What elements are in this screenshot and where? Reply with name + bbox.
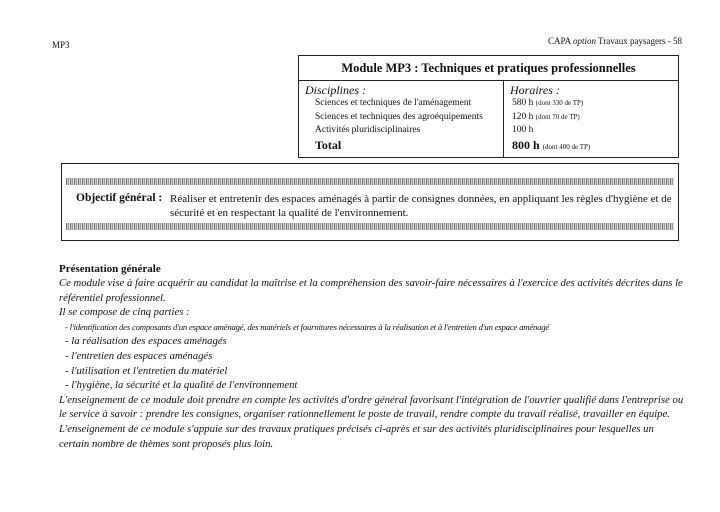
total-hours-row [510,138,675,155]
disciplines-label: Disciplines : [305,83,366,97]
horaires-label: Horaires : [510,83,560,97]
objective-text: Réaliser et entretenir des espaces aménagés à partir de consignes données, en appliquant les règles d'hygiène et de sécurité et en respectant la qualité de l'environnement. [170,193,672,219]
header-suffix: Travaux paysagers - 58 [598,36,682,46]
scan-noise-band [66,178,674,185]
presentation-section [59,262,684,451]
discipline-name: Sciences et techniques des agroéquipements [315,111,483,122]
module-title: Module MP3 : Techniques et pratiques professionnelles [299,56,678,81]
total-hours-value: 800 h [512,137,540,152]
discipline-name: Sciences et techniques de l'aménagement [315,98,472,108]
hours-value: 100 h [512,125,534,135]
module-hours-table [299,80,678,157]
page-header [548,36,682,46]
parts-intro: Il se compose de cinq parties : [59,306,190,319]
list-item: - la réalisation des espaces aménagés [65,335,227,348]
paragraph-integration: L'enseignement de ce module doit prendre en compte les activités d'ordre général favorisant l'intégration de l'ouvrier qualifié dans l'entreprise ou le service à savoir : prendre les consignes, organiser rationnellement le poste de travail, rendre compte du travail réalisé, travailler en équipe. [59,393,684,421]
hours-row [510,111,675,125]
module-code-label: MP3 [52,40,70,50]
scan-noise-band [66,223,674,230]
presentation-intro: Ce module vise à faire acquérir au candidat la maîtrise et la compréhension des savoir-faire nécessaires à l'exercice des activités décrites dans le référentiel professionnel. [59,277,683,304]
disciplines-column [305,83,500,153]
header-option: option [572,36,596,46]
column-divider [503,80,504,157]
header-prefix: CAPA [548,36,571,46]
module-summary-box [298,55,679,158]
list-item: - l'hygiène, la sécurité et la qualité de l'environnement [65,379,298,392]
hours-value: 120 h [512,111,534,122]
discipline-name: Activités pluridisciplinaires [315,125,421,135]
presentation-heading: Présentation générale [59,263,161,275]
objective-label: Objectif général : [76,192,163,204]
total-label: Total [315,137,342,152]
list-item: - l'entretien des espaces aménagés [65,349,213,362]
hours-value: 580 h [512,98,534,108]
hours-detail: (dont 330 de TP) [535,99,584,107]
hours-detail: (dont 70 de TP) [535,112,580,121]
list-item: - l'utilisation et l'entretien du matériel [65,364,228,377]
hours-row [510,97,675,111]
hours-row [510,124,675,138]
list-item: - l'identification des composants d'un espace aménagé, des matériels et fournitures nécessaires à la réalisation et à l'entretien d'un espace aménagé [65,321,550,332]
horaires-column [510,83,675,155]
objective-box [61,163,679,241]
total-hours-detail: (dont 400 de TP) [542,142,591,151]
paragraph-practical-work: L'enseignement de ce module s'appuie sur des travaux pratiques précisés ci-après et sur des activités pluridisciplinaires pour lesquelles un certain nombre de thèmes sont proposés plus loin. [59,422,654,450]
